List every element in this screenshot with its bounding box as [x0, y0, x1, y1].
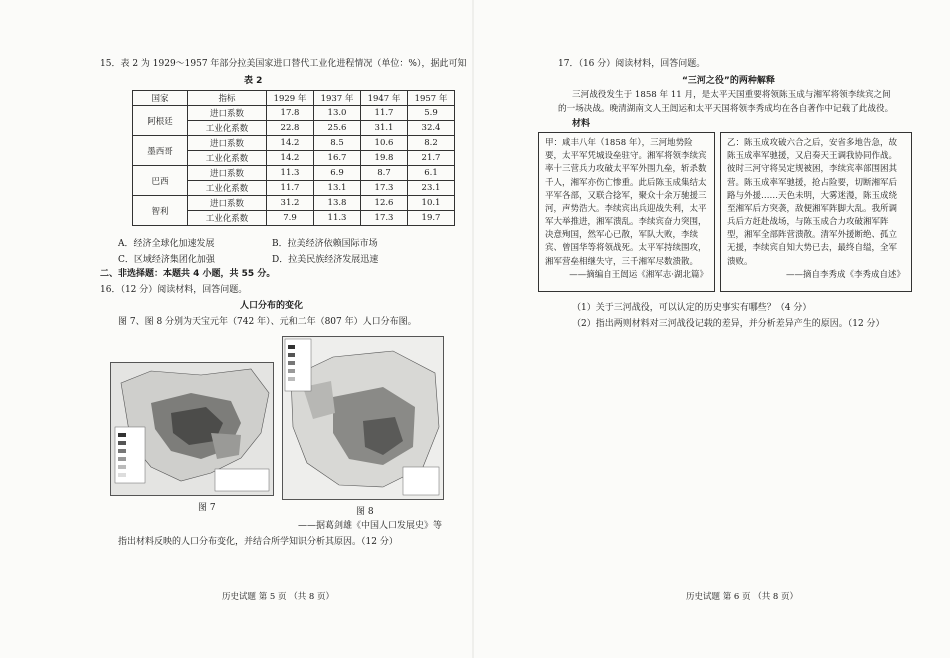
table-title: 表 2 [244, 76, 263, 86]
table-value-cell: 10.1 [408, 196, 455, 211]
option-a: A．经济全球化加速发展 [118, 239, 215, 249]
q16-source: ——据葛剑雄《中国人口发展史》等 [298, 521, 443, 531]
table-row [133, 166, 455, 181]
table-value-cell: 32.4 [408, 121, 455, 136]
table-value-cell: 12.6 [361, 196, 408, 211]
table-indicator-cell: 进口系数 [188, 166, 267, 181]
q17-para-2: 的一场决战。晚清湖南文人王闿运和太平天国将领李秀成均在各自著作中记载了此战役。 [558, 104, 894, 114]
option-d: D．拉美民族经济发展迅速 [272, 255, 379, 265]
table-row [133, 136, 455, 151]
table-header-cell: 1957 年 [408, 91, 455, 106]
q17-title: “三河之役”的两种解释 [682, 76, 775, 86]
q16-task: 指出材料反映的人口分布变化，并结合所学知识分析其原因。（12 分） [118, 537, 398, 547]
table-value-cell: 17.8 [267, 106, 314, 121]
table-indicator-cell: 进口系数 [188, 106, 267, 121]
table-value-cell: 13.8 [314, 196, 361, 211]
table-value-cell: 6.9 [314, 166, 361, 181]
table-value-cell: 5.9 [408, 106, 455, 121]
table-country-cell: 智利 [133, 196, 188, 226]
material-label: 材料 [572, 119, 591, 129]
table-value-cell: 8.2 [408, 136, 455, 151]
option-b: B．拉美经济依赖国际市场 [272, 239, 378, 249]
figure-8-map [282, 336, 444, 500]
table-value-cell: 11.7 [267, 181, 314, 196]
table-value-cell: 31.1 [361, 121, 408, 136]
table-header-cell: 1937 年 [314, 91, 361, 106]
table-header-cell: 1947 年 [361, 91, 408, 106]
material-box-a [538, 132, 715, 292]
table-value-cell: 16.7 [314, 151, 361, 166]
table-value-cell: 19.7 [408, 211, 455, 226]
figure-7-map [110, 362, 274, 496]
table-value-cell: 25.6 [314, 121, 361, 136]
q17-sub-2: （2）指出两则材料对三河战役记载的差异，并分析差异产生的原因。（12 分） [572, 319, 885, 329]
q16-stem: 16．（12 分）阅读材料，回答问题。 [100, 285, 248, 295]
table-value-cell: 14.2 [267, 151, 314, 166]
table-value-cell: 7.9 [267, 211, 314, 226]
table-value-cell: 8.7 [361, 166, 408, 181]
table-indicator-cell: 进口系数 [188, 196, 267, 211]
table-2 [132, 90, 455, 226]
table-value-cell: 11.7 [361, 106, 408, 121]
figure-7-caption: 图 7 [198, 503, 216, 513]
q16-title: 人口分布的变化 [240, 301, 304, 311]
q17-sub-1: （1）关于三河战役，可以认定的历史事实有哪些？（4 分） [572, 303, 812, 313]
page-6-footer: 历史试题 第 6 页 （共 8 页） [686, 592, 799, 602]
table-value-cell: 10.6 [361, 136, 408, 151]
table-value-cell: 13.1 [314, 181, 361, 196]
q17-stem: 17．（16 分）阅读材料，回答问题。 [558, 59, 706, 69]
table-header-cell: 指标 [188, 91, 267, 106]
table-value-cell: 31.2 [267, 196, 314, 211]
table-row [133, 106, 455, 121]
table-indicator-cell: 工业化系数 [188, 211, 267, 226]
table-value-cell: 6.1 [408, 166, 455, 181]
table-value-cell: 21.7 [408, 151, 455, 166]
table-header-cell: 1929 年 [267, 91, 314, 106]
material-a-text: 甲：咸丰八年（1858 年），三河地势险要，太平军凭城设垒驻守。湘军将领李续宾率十三营兵力攻破太平军外围九垒，斩杀数千人，湘军亦伤亡惨重。此后陈玉成集结太平军各部，又联合捻军，聚众十余万驰援三河，声势浩大。李续宾出兵迎战失利，太平军大举推进，湘军溃乱。李续宾奋力突围，决意殉国，然军心已散，军队大败，李续宾、曾国华等将领战死。太平军持续围攻，湘军营垒相继失守，三千湘军尽数溃散。 [545, 138, 707, 267]
table-value-cell: 8.5 [314, 136, 361, 151]
material-box-b [720, 132, 912, 292]
option-c: C．区域经济集团化加强 [118, 255, 215, 265]
table-country-cell: 墨西哥 [133, 136, 188, 166]
table-value-cell: 13.0 [314, 106, 361, 121]
material-b-text: 乙：陈玉成攻破六合之后，安省多地告急，故陈玉成率军驰援，又启奏天王调我协同作战。彼时三河守将吴定规被困，李续宾率部围困其营。陈玉成率军驰援，抢占险要，切断湘军后路与外援……天色未明，大雾迷漫，陈玉成绕至湘军后方突袭，敌便湘军阵脚大乱。我所调兵后方赶赴战场，与陈玉成合力攻破湘军阵型，湘军全部阵营溃散。清军外援断绝、孤立无援，李续宾自知大势已去，最终自缢，全军溃败。 [727, 138, 898, 267]
table-value-cell: 22.8 [267, 121, 314, 136]
table-indicator-cell: 工业化系数 [188, 181, 267, 196]
table-header-cell: 国家 [133, 91, 188, 106]
table-value-cell: 11.3 [314, 211, 361, 226]
material-a-source: ——摘编自王闿运《湘军志·湖北篇》 [569, 269, 708, 280]
table-value-cell: 17.3 [361, 181, 408, 196]
table-indicator-cell: 工业化系数 [188, 121, 267, 136]
table-value-cell: 17.3 [361, 211, 408, 226]
table-value-cell: 23.1 [408, 181, 455, 196]
q16-intro: 图 7、图 8 分别为天宝元年（742 年）、元和二年（807 年）人口分布图。 [118, 317, 417, 327]
q15-stem: 15．表 2 为 1929～1957 年部分拉美国家进口替代工业化进程情况（单位：%），据此可知 [100, 59, 467, 69]
table-value-cell: 14.2 [267, 136, 314, 151]
figure-8-caption: 图 8 [356, 507, 374, 517]
section-2-heading: 二、非选择题：本题共 4 小题，共 55 分。 [100, 269, 276, 279]
table-row [133, 196, 455, 211]
table-country-cell: 阿根廷 [133, 106, 188, 136]
table-country-cell: 巴西 [133, 166, 188, 196]
table-indicator-cell: 工业化系数 [188, 151, 267, 166]
table-value-cell: 11.3 [267, 166, 314, 181]
table-indicator-cell: 进口系数 [188, 136, 267, 151]
page-5-footer: 历史试题 第 5 页 （共 8 页） [222, 592, 335, 602]
material-b-source: ——摘自李秀成《李秀成自述》 [785, 269, 905, 280]
q17-para-1: 三河战役发生于 1858 年 11 月，是太平天国重要将领陈玉成与湘军将领李续宾之间 [572, 90, 891, 100]
table-value-cell: 19.8 [361, 151, 408, 166]
